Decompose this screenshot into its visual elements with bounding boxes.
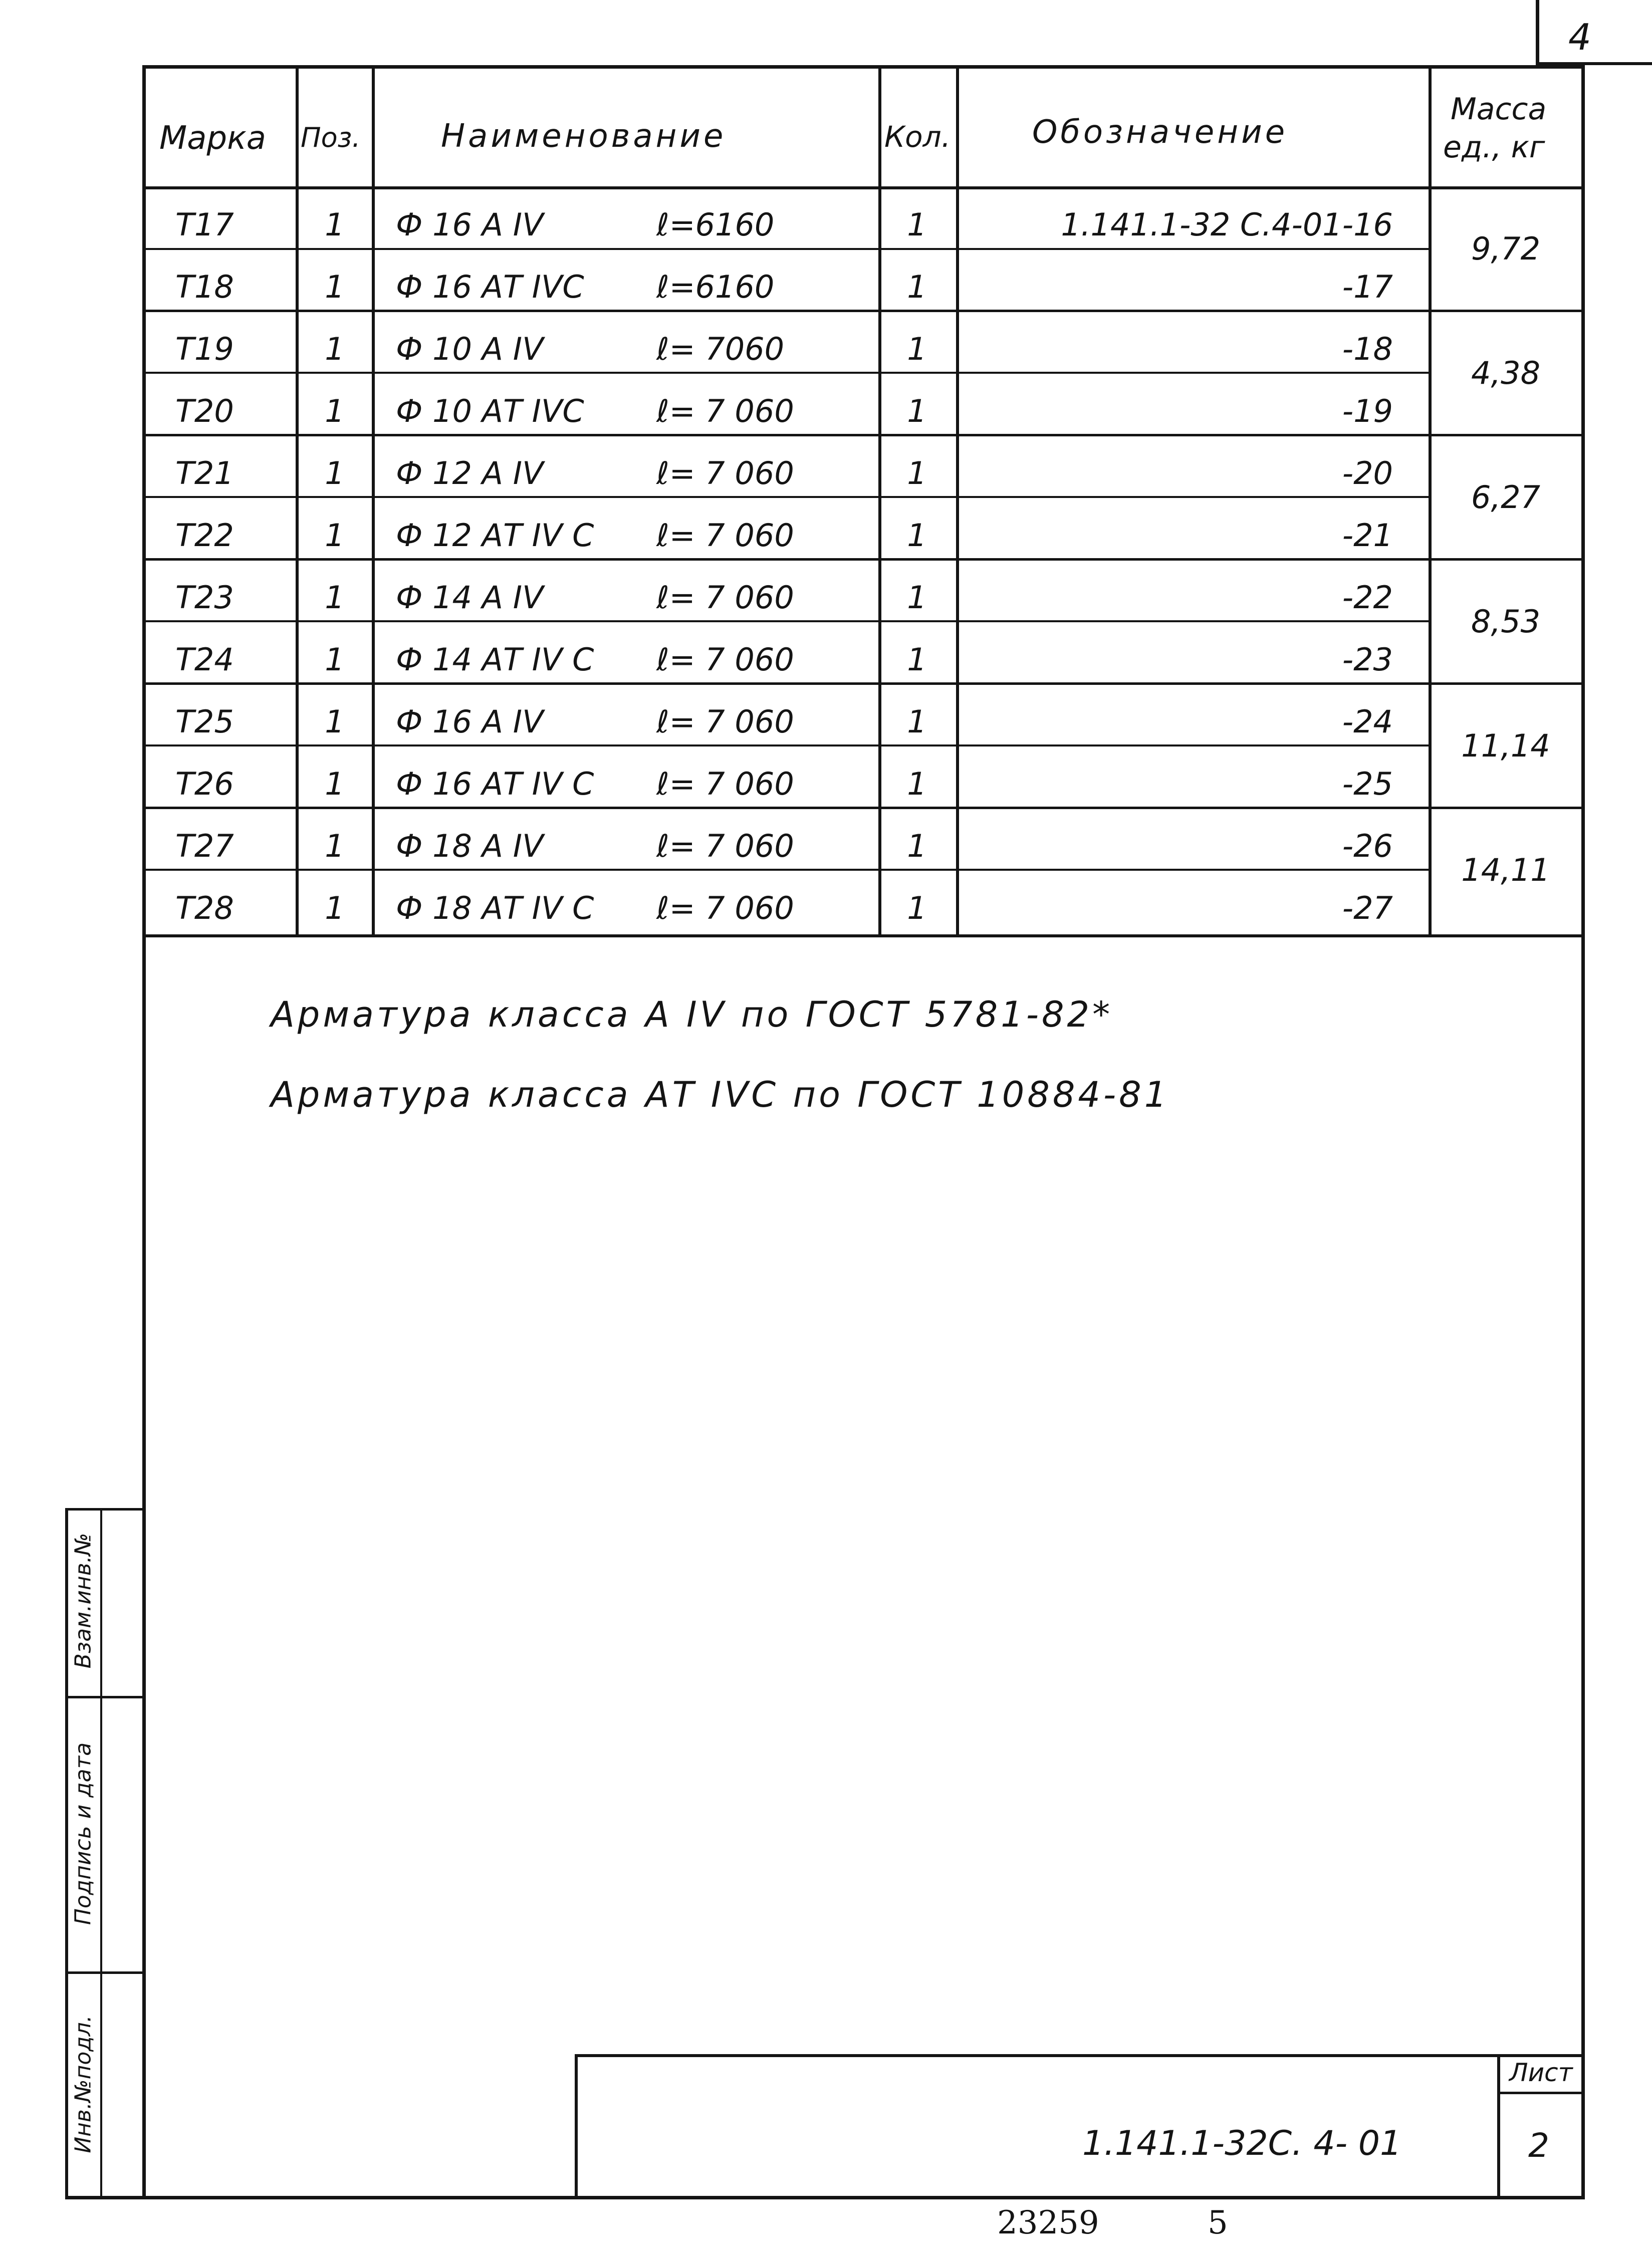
table-cell-marka: Т20 (175, 393, 234, 429)
table-cell-designation: -22 (1342, 579, 1393, 616)
mass-cell: 4,38 (1471, 355, 1541, 391)
table-cell-length: ℓ=6160 (656, 206, 775, 243)
table-cell-marka: Т23 (175, 579, 234, 616)
table-cell-designation: -25 (1342, 766, 1393, 802)
table-bottom (144, 934, 1583, 937)
col-sep-5 (1429, 65, 1432, 936)
table-cell-name: Ф 18 АТ IV С (396, 890, 594, 926)
table-cell-marka: Т19 (175, 331, 234, 367)
sheet-number: 2 (1528, 2126, 1549, 2165)
row-sep-h (144, 682, 1583, 685)
row-sep-j (144, 807, 1583, 809)
table-cell-designation: -21 (1342, 517, 1393, 554)
row-sep-f (144, 558, 1583, 561)
table-cell-poz: 1 (325, 206, 345, 243)
col-sep-3 (878, 65, 881, 936)
frame-right (1581, 65, 1585, 2199)
col-header-mass-2: ед., кг (1443, 130, 1545, 165)
table-cell-name: Ф 14 АТ IV С (396, 641, 594, 678)
col-sep-4 (956, 65, 959, 936)
col-header-name: Наименование (441, 118, 727, 155)
row-sep-d (144, 434, 1583, 436)
table-cell-name: Ф 16 А IV (396, 703, 544, 740)
title-block-top (576, 2054, 1583, 2057)
frame-bottom (65, 2196, 1585, 2199)
table-cell-name: Ф 12 А IV (396, 455, 544, 491)
mass-cell: 14,11 (1461, 852, 1550, 888)
table-cell-length: ℓ= 7 060 (656, 766, 794, 802)
col-sep-2 (372, 65, 375, 936)
page-number: 4 (1568, 16, 1591, 58)
table-cell-marka: Т18 (175, 269, 234, 305)
table-cell-name: Ф 18 А IV (396, 828, 544, 864)
table-cell-poz: 1 (325, 331, 345, 367)
table-cell-kol: 1 (907, 393, 927, 429)
title-block-sheet-sep (1497, 2054, 1500, 2197)
table-cell-length: ℓ= 7060 (656, 331, 785, 367)
title-block-sheet-label-line (1497, 2092, 1583, 2094)
table-cell-marka: Т25 (175, 703, 234, 740)
table-cell-designation: -20 (1342, 455, 1393, 491)
mass-cell: 9,72 (1471, 230, 1541, 267)
row-sep-b (144, 310, 1583, 312)
col-header-marka: Марка (159, 120, 266, 157)
table-cell-poz: 1 (325, 455, 345, 491)
table-cell-length: ℓ= 7 060 (656, 517, 794, 554)
table-cell-name: Ф 12 АТ IV С (396, 517, 594, 554)
row-sep-i (144, 744, 1430, 746)
table-cell-marka: Т27 (175, 828, 234, 864)
row-sep-k (144, 869, 1430, 871)
col-header-designation: Обозначение (1032, 114, 1288, 151)
side-stamp-podpis-data: Подпись и дата (70, 1742, 96, 1925)
table-cell-designation: -23 (1342, 641, 1393, 678)
table-cell-kol: 1 (907, 828, 927, 864)
table-cell-marka: Т22 (175, 517, 234, 554)
header-separator (144, 186, 1583, 189)
row-sep-g (144, 620, 1430, 622)
table-cell-name: Ф 10 А IV (396, 331, 544, 367)
table-cell-poz: 1 (325, 579, 345, 616)
table-cell-poz: 1 (325, 393, 345, 429)
side-stamp-right (100, 1508, 102, 2199)
table-cell-poz: 1 (325, 828, 345, 864)
mass-cell: 8,53 (1471, 603, 1541, 640)
table-cell-length: ℓ= 7 060 (656, 455, 794, 491)
side-stamp-sep-2 (65, 1971, 144, 1974)
table-cell-length: ℓ= 7 060 (656, 579, 794, 616)
table-cell-marka: Т24 (175, 641, 234, 678)
title-block-designation: 1.141.1-32С. 4- 01 (1082, 2124, 1402, 2163)
side-stamp-vzam-inv: Взам.инв.№ (70, 1533, 96, 1669)
table-cell-kol: 1 (907, 331, 927, 367)
col-header-mass-1: Масса (1451, 92, 1547, 127)
table-cell-designation: -27 (1342, 890, 1393, 926)
col-header-kol: Кол. (884, 120, 951, 154)
col-sep-1 (296, 65, 299, 936)
table-cell-length: ℓ= 7 060 (656, 890, 794, 926)
table-cell-kol: 1 (907, 766, 927, 802)
footer-number: 23259 (997, 2204, 1099, 2241)
table-cell-poz: 1 (325, 890, 345, 926)
frame-top (144, 65, 1583, 69)
side-stamp-left (65, 1508, 68, 2199)
table-cell-name: Ф 16 А IV (396, 206, 544, 243)
table-cell-marka: Т26 (175, 766, 234, 802)
side-stamp-top (65, 1508, 144, 1511)
table-cell-designation: 1.141.1-32 С.4-01-16 (1061, 206, 1393, 243)
table-cell-designation: -19 (1342, 393, 1393, 429)
table-cell-poz: 1 (325, 641, 345, 678)
title-block-left (575, 2054, 578, 2197)
table-cell-name: Ф 14 А IV (396, 579, 544, 616)
table-cell-name: Ф 16 АТ IV С (396, 766, 594, 802)
note-line: Арматура класса АТ IVС по ГОСТ 10884-81 (271, 1074, 1170, 1115)
table-cell-name: Ф 10 АТ IVС (396, 393, 584, 429)
table-cell-poz: 1 (325, 269, 345, 305)
mass-cell: 6,27 (1471, 479, 1541, 516)
table-cell-kol: 1 (907, 206, 927, 243)
table-cell-poz: 1 (325, 517, 345, 554)
table-cell-length: ℓ= 7 060 (656, 703, 794, 740)
table-cell-kol: 1 (907, 455, 927, 491)
table-cell-length: ℓ= 7 060 (656, 641, 794, 678)
footer-page: 5 (1208, 2204, 1228, 2241)
table-cell-length: ℓ=6160 (656, 269, 775, 305)
row-sep-a (144, 248, 1430, 250)
table-cell-kol: 1 (907, 703, 927, 740)
table-cell-length: ℓ= 7 060 (656, 828, 794, 864)
row-sep-e (144, 496, 1430, 498)
table-cell-poz: 1 (325, 766, 345, 802)
table-cell-kol: 1 (907, 890, 927, 926)
table-cell-marka: Т28 (175, 890, 234, 926)
table-cell-poz: 1 (325, 703, 345, 740)
frame-left (142, 65, 146, 2199)
table-cell-kol: 1 (907, 517, 927, 554)
table-cell-length: ℓ= 7 060 (656, 393, 794, 429)
table-cell-kol: 1 (907, 579, 927, 616)
table-cell-kol: 1 (907, 269, 927, 305)
mass-cell: 11,14 (1461, 727, 1550, 764)
table-cell-designation: -17 (1342, 269, 1393, 305)
table-cell-name: Ф 16 АТ IVС (396, 269, 584, 305)
side-stamp-inv-no-podl: Инв.№подл. (70, 2015, 96, 2153)
table-cell-kol: 1 (907, 641, 927, 678)
table-cell-designation: -26 (1342, 828, 1393, 864)
table-cell-marka: Т21 (175, 455, 234, 491)
col-header-poz: Поз. (301, 122, 361, 153)
table-cell-designation: -24 (1342, 703, 1393, 740)
note-line: Арматура класса А IV по ГОСТ 5781-82* (271, 994, 1113, 1035)
table-cell-marka: Т17 (175, 206, 234, 243)
row-sep-c (144, 372, 1430, 374)
page-number-rule (1536, 0, 1539, 64)
sheet-label: Лист (1509, 2058, 1573, 2087)
side-stamp-sep-1 (65, 1696, 144, 1698)
table-cell-designation: -18 (1342, 331, 1393, 367)
